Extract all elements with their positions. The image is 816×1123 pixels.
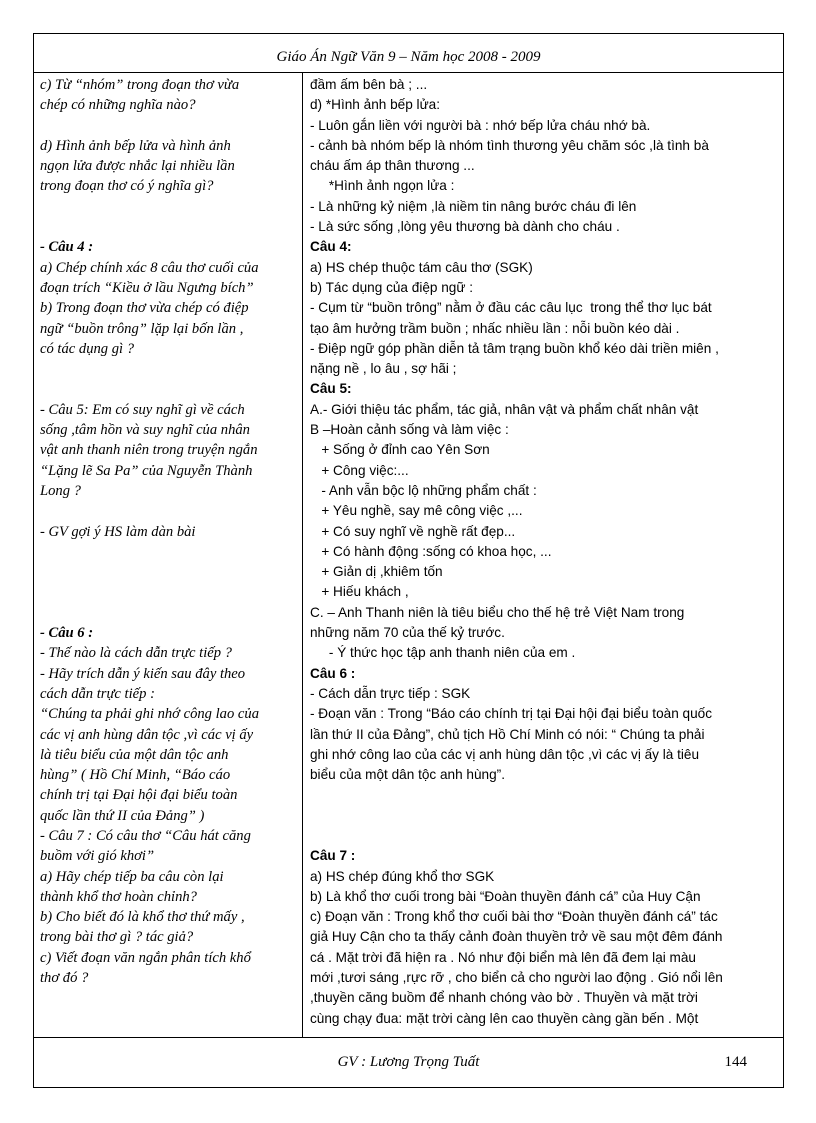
text-line [40, 582, 298, 602]
text-line: b) Là khổ thơ cuối trong bài “Đoàn thuyền đánh cá” của Huy Cận [310, 888, 701, 904]
text-line: đoạn trích “Kiều ở lầu Ngưng bích” [40, 279, 254, 296]
text-line [40, 359, 298, 379]
text-line: - Đoạn văn : Trong “Báo cáo chính trị tại Đại hội đại biểu toàn quốc [310, 706, 713, 722]
text-line: a) HS chép đúng khổ thơ SGK [310, 868, 495, 884]
text-line: c) Viết đoạn văn ngắn phân tích khổ [40, 949, 251, 966]
text-line [40, 562, 298, 582]
text-line: cháu ấm áp thân thương ... [310, 158, 475, 174]
text-line: cùng chạy đua: mặt trời càng lên cao thuyền càng gần bến . Một [310, 1010, 699, 1026]
text-line: các vị anh hùng dân tộc ,vì các vị ấy [40, 726, 254, 743]
text-line [40, 379, 298, 399]
text-line: chính trị tại Đại hội đại biểu toàn [40, 787, 238, 804]
text-line: - Là những kỷ niệm ,là niềm tin nâng bước cháu đi lên [310, 198, 637, 214]
text-line: có tác dụng gì ? [40, 340, 135, 357]
text-line: - Cụm từ “buồn trông” nằm ở đầu các câu lục trong thể thơ lục bát [310, 300, 712, 316]
text-line [310, 806, 780, 826]
text-line: b) Cho biết đó là khổ thơ thứ mấy , [40, 909, 245, 926]
page-number: 144 [724, 1054, 747, 1070]
text-line: Câu 7 : [310, 848, 356, 864]
text-line [40, 116, 298, 136]
text-line: thơ đó ? [40, 970, 89, 987]
text-line: giả Huy Cận cho ta thấy cảnh đoàn thuyền trở về sau một đêm đánh [310, 929, 723, 945]
text-line: - Cách dẫn trực tiếp : SGK [310, 685, 471, 701]
text-line: - Câu 7 : Có câu thơ “Câu hát căng [40, 827, 251, 844]
text-line: d) Hình ảnh bếp lửa và hình ảnh [40, 137, 231, 154]
text-line: mới ,tươi sáng ,rực rỡ , cho biển cả cho người lao động . Gió nổi lên [310, 970, 723, 986]
text-line: C. – Anh Thanh niên là tiêu biểu cho thế hệ trẻ Việt Nam trong [310, 604, 685, 620]
column-divider [302, 73, 303, 1037]
text-line: ghi nhớ công lao của các vị anh hùng dân tộc ,vì các vị ấy là tiêu [310, 746, 700, 762]
page-frame [33, 33, 784, 1088]
text-line: biểu của một dân tộc anh hùng”. [310, 767, 505, 783]
text-line: Câu 6 : [310, 665, 356, 681]
text-line: A.- Giới thiệu tác phẩm, tác giả, nhân vật và phẩm chất nhân vật [310, 401, 699, 417]
text-line: “Lặng lẽ Sa Pa” của Nguyễn Thành [40, 462, 253, 479]
text-line: d) *Hình ảnh bếp lửa: [310, 97, 441, 113]
text-line [40, 501, 298, 521]
text-line: nặng nề , lo âu , sợ hãi ; [310, 361, 457, 377]
text-line: - Thế nào là cách dẫn trực tiếp ? [40, 645, 232, 662]
text-line: Long ? [40, 482, 81, 499]
text-line [310, 826, 780, 846]
text-line: - GV gợi ý HS làm dàn bài [40, 523, 196, 540]
text-line: a) Hãy chép tiếp ba câu còn lại [40, 868, 224, 885]
text-line: + Hiếu khách , [310, 584, 409, 600]
text-line: - Điệp ngữ góp phần diễn tả tâm trạng buồn khổ kéo dài triền miên , [310, 340, 719, 356]
text-line: trong đoạn thơ có ý nghĩa gì? [40, 178, 214, 195]
text-line: ngọn lửa được nhắc lại nhiều lần [40, 158, 235, 175]
text-line: trong bài thơ gì ? tác giả? [40, 929, 194, 946]
text-line: quốc lần thứ II của Đảng” ) [40, 807, 205, 824]
text-line: + Có suy nghĩ về nghề rất đẹp... [310, 523, 516, 539]
text-line: - cảnh bà nhóm bếp là nhóm tình thương yêu chăm sóc ,là tình bà [310, 137, 709, 153]
text-line: Câu 5: [310, 381, 352, 397]
text-line: - Câu 4 : [40, 239, 94, 256]
text-line: cá . Mặt trời đã hiện ra . Nó như đội biển mà lên đã đem lại màu [310, 949, 696, 965]
text-line: - Câu 6 : [40, 625, 94, 642]
text-line [40, 197, 298, 217]
text-line: cách dẫn trực tiếp : [40, 685, 155, 702]
text-line: là tiêu biểu của một dân tộc anh [40, 746, 229, 763]
text-line: - Anh vẫn bộc lộ những phẩm chất : [310, 482, 537, 498]
text-line: - Luôn gắn liền với người bà : nhớ bếp lửa cháu nhớ bà. [310, 117, 651, 133]
text-line: - Là sức sống ,lòng yêu thương bà dành cho cháu . [310, 219, 620, 235]
text-line: c) Đoạn văn : Trong khổ thơ cuối bài thơ “Đoàn thuyền đánh cá” tác [310, 909, 718, 925]
text-line: B –Hoàn cảnh sống và làm việc : [310, 422, 509, 438]
text-line: thành khổ thơ hoàn chỉnh? [40, 888, 197, 905]
text-line [40, 217, 298, 237]
text-line: + Công việc:... [310, 462, 409, 478]
page-header: Giáo Án Ngữ Văn 9 – Năm học 2008 - 2009 [276, 49, 541, 65]
text-line: buồm với gió khơi” [40, 848, 155, 865]
text-line [310, 785, 780, 805]
text-line [40, 603, 298, 623]
text-line: chép có những nghĩa nào? [40, 97, 196, 114]
text-line: + Giản dị ,khiêm tốn [310, 564, 443, 580]
content-table [34, 72, 783, 1038]
text-line: b) Trong đoạn thơ vừa chép có điệp [40, 300, 249, 317]
text-line [40, 542, 298, 562]
text-line: - Câu 5: Em có suy nghĩ gì về cách [40, 401, 245, 418]
text-line: những năm 70 của thế kỷ trước. [310, 625, 505, 641]
text-line: c) Từ “nhóm” trong đoạn thơ vừa [40, 77, 240, 93]
text-line: a) Chép chính xác 8 câu thơ cuối của [40, 259, 259, 276]
question-column [40, 75, 298, 988]
text-line: b) Tác dụng của điệp ngữ : [310, 279, 474, 295]
text-line: hùng” ( Hồ Chí Minh, “Báo cáo [40, 767, 231, 784]
answer-column [310, 75, 780, 1029]
text-line: lần thứ II của Đảng”, chủ tịch Hồ Chí Minh có nói: “ Chúng ta phải [310, 726, 705, 742]
text-line: “Chúng ta phải ghi nhớ công lao của [40, 706, 259, 723]
text-line: đầm ấm bên bà ; ... [310, 77, 428, 92]
text-line: ,thuyền căng buồm để nhanh chóng vào bờ . Thuyền và mặt trời [310, 990, 698, 1006]
text-line: vật anh thanh niên trong truyện ngắn [40, 442, 258, 459]
text-line: a) HS chép thuộc tám câu thơ (SGK) [310, 259, 533, 275]
text-line: + Sống ở đỉnh cao Yên Sơn [310, 442, 490, 458]
text-line: tạo âm hưởng trầm buồn ; nhấc nhiều lần : nỗi buồn kéo dài . [310, 320, 680, 336]
text-line: + Yêu nghề, say mê công việc ,... [310, 503, 523, 519]
text-line: Câu 4: [310, 239, 352, 255]
text-line: ngữ “buồn trông” lặp lại bốn lần , [40, 320, 244, 337]
text-line: - Hãy trích dẫn ý kiến sau đây theo [40, 665, 246, 682]
text-line: *Hình ảnh ngọn lửa : [310, 178, 455, 194]
teacher-name: GV : Lương Trọng Tuất [337, 1054, 480, 1070]
text-line: sống ,tâm hồn và suy nghĩ của nhân [40, 422, 250, 439]
text-line: - Ý thức học tập anh thanh niên của em . [310, 645, 576, 661]
text-line: + Có hành động :sống có khoa học, ... [310, 543, 552, 559]
